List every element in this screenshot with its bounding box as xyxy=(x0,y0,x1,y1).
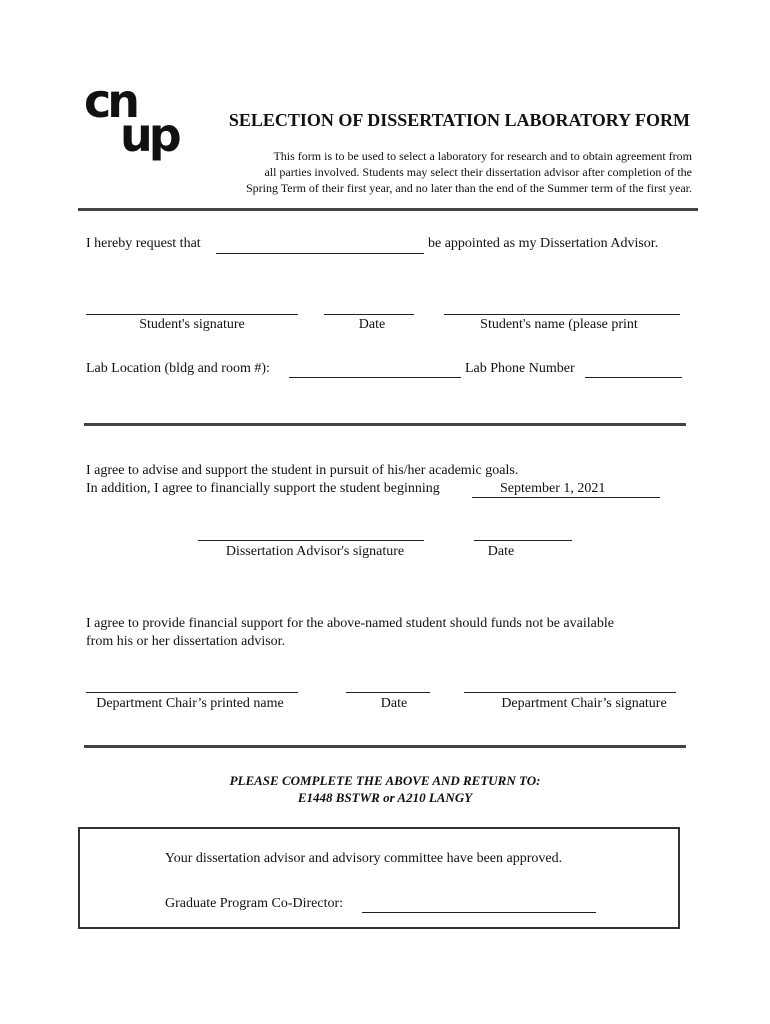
chair-date-field[interactable] xyxy=(346,692,430,693)
director-label: Graduate Program Co-Director: xyxy=(165,896,344,911)
header-divider xyxy=(78,208,698,211)
approval-message: Your dissertation advisor and advisory committee have been approved. xyxy=(165,851,563,866)
lab-phone-field[interactable] xyxy=(585,377,682,378)
student-date-label: Date xyxy=(358,317,386,332)
intro-line: This form is to be used to select a laboratory for research and to obtain agreement from xyxy=(273,149,692,163)
request-prefix: I hereby request that xyxy=(86,236,201,251)
chair-date-label: Date xyxy=(380,696,408,711)
lab-location-label: Lab Location (bldg and room #): xyxy=(86,361,270,376)
section-divider xyxy=(84,423,686,426)
start-date-value: September 1, 2021 xyxy=(500,481,606,496)
form-intro xyxy=(200,148,692,196)
student-name-field[interactable] xyxy=(444,314,680,315)
student-signature-field[interactable] xyxy=(86,314,298,315)
intro-line: Spring Term of their first year, and no later than the end of the Summer term of the first year. xyxy=(246,181,692,195)
cnup-logo xyxy=(84,74,188,164)
logo-line-1: cn xyxy=(84,74,137,128)
return-locations: E1448 BSTWR or A210 LANGY xyxy=(297,790,473,805)
chair-agree-line-1: I agree to provide financial support for the above-named student should funds not be available xyxy=(86,616,614,631)
chair-name-field[interactable] xyxy=(86,692,298,693)
intro-line: all parties involved. Students may select their dissertation advisor after completion of the xyxy=(264,165,692,179)
chair-agree-line-2: from his or her dissertation advisor. xyxy=(86,634,286,649)
start-date-field[interactable] xyxy=(472,497,660,498)
student-name-label: Student's name (please print xyxy=(480,317,638,332)
form-title: SELECTION OF DISSERTATION LABORATORY FORM xyxy=(228,110,690,130)
advisor-name-field[interactable] xyxy=(216,253,424,254)
section-divider xyxy=(84,745,686,748)
student-signature-label: Student's signature xyxy=(139,317,245,332)
advisor-signature-label: Dissertation Advisor's signature xyxy=(225,544,405,559)
logo-line-2: up xyxy=(120,108,178,162)
advisor-date-label: Date xyxy=(487,544,515,559)
request-suffix: be appointed as my Dissertation Advisor. xyxy=(428,236,659,251)
return-instructions: PLEASE COMPLETE THE ABOVE AND RETURN TO: xyxy=(229,773,541,788)
student-date-field[interactable] xyxy=(324,314,414,315)
chair-name-label: Department Chair’s printed name xyxy=(96,696,284,711)
advisor-signature-field[interactable] xyxy=(198,540,424,541)
advisor-date-field[interactable] xyxy=(474,540,572,541)
chair-signature-field[interactable] xyxy=(464,692,676,693)
chair-signature-label: Department Chair’s signature xyxy=(501,696,667,711)
lab-phone-label: Lab Phone Number xyxy=(465,361,575,376)
advisor-agree-line-2: In addition, I agree to financially support the student beginning xyxy=(86,481,440,496)
advisor-agree-line-1: I agree to advise and support the student in pursuit of his/her academic goals. xyxy=(86,463,519,478)
approval-box xyxy=(78,827,680,929)
lab-location-field[interactable] xyxy=(289,377,461,378)
director-signature-field[interactable] xyxy=(362,912,596,913)
